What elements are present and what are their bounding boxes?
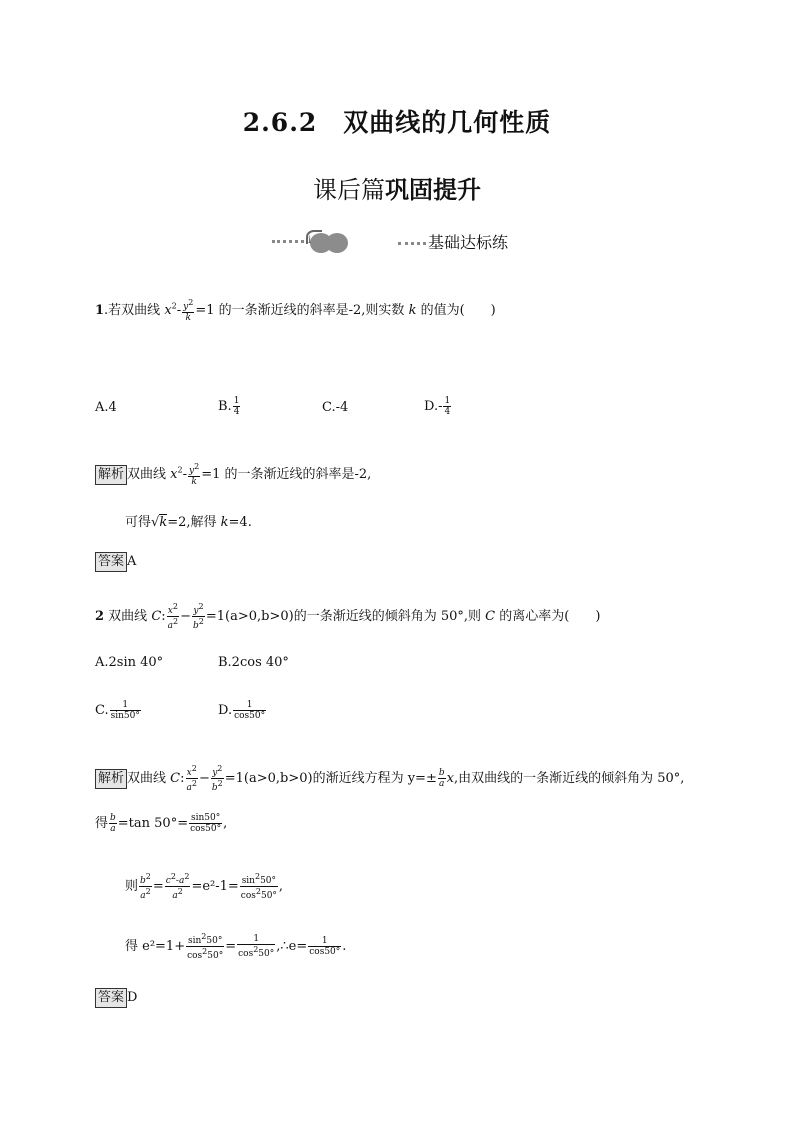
badge-letter: i (308, 235, 312, 246)
text: =1(a>0,b>0)的一条渐近线的倾斜角为 50°,则 (205, 609, 486, 624)
question-1-stem: 1.若双曲线 $x^2-$ $\frac{y^2}{k}$ =1 的一条渐近线的斜率是-2,则实数 k 的值为( ) (95, 298, 496, 323)
text: 的值为( ) (416, 303, 496, 318)
section-header (270, 230, 570, 258)
text: 得 (95, 816, 109, 831)
option-b: B. $\frac{1}{4}$ (218, 396, 240, 417)
text: 可得 (125, 515, 152, 530)
page-title: 2.6.2 双曲线的几何性质 (242, 108, 552, 137)
text: 双曲线 (104, 609, 152, 624)
answer-1 (95, 552, 136, 572)
text: =1 的一条渐近线的斜率是-2,则实数 (195, 303, 409, 318)
text: D.- (424, 399, 443, 414)
analysis-2-line-4: 得 e²=1+ $\frac{\sin^250^\circ}{\cos^250^\circ}$ = $\frac{1}{\cos^250^\circ}$ ,∴e= $\frac{1}{\cos 50^\circ}$ . (125, 932, 347, 961)
section-badge-icon (310, 233, 350, 253)
dotted-leader (272, 240, 304, 243)
analysis-1-line-1: 解析 双曲线 $x^2-$ $\frac{y^2}{k}$ =1 的一条渐近线的斜率是-2, (95, 462, 371, 487)
text: =e²-1= (191, 879, 239, 894)
page-subtitle (0, 170, 794, 205)
answer-value: D (127, 990, 138, 1005)
subtitle-bold: 巩固提升 (385, 175, 481, 204)
text: 则 (125, 879, 139, 894)
answer-tag: 答案 (95, 552, 127, 572)
option-c: C.-4 (322, 400, 349, 415)
question-number: 2 (95, 609, 105, 624)
analysis-2-line-3: 则 $\frac{b^2}{a^2}$ = $\frac{c^2-a^2}{a^2}$ =e²-1= $\frac{\sin^250^\circ}{\cos^250^\circ}$ , (125, 872, 284, 901)
text: =1(a>0,b>0)的渐近线方程为 y=± (224, 771, 437, 786)
analysis-tag: 解析 (95, 465, 127, 485)
option-b: B.2cos 40° (218, 655, 289, 670)
text: =2,解得 (167, 515, 221, 530)
text: =4. (228, 515, 252, 530)
text: 得 e²=1+ (125, 939, 186, 954)
subtitle-normal: 课后篇 (313, 176, 385, 204)
text: B. (218, 399, 232, 414)
section-label-text: 基础达标练 (428, 233, 509, 252)
text: 的离心率为( ) (495, 609, 601, 624)
dotted-leader (398, 242, 426, 245)
answer-tag: 答案 (95, 988, 127, 1008)
question-2-stem: 2 双曲线 C: $\frac{x^2}{a^2}$ − $\frac{y^2}{b^2}$ =1(a>0,b>0)的一条渐近线的倾斜角为 50°,则 C 的离心率为( ) (95, 602, 601, 631)
text: 双曲线 (127, 467, 171, 482)
text: C. (95, 703, 109, 718)
option-d: D.- $\frac{1}{4}$ (424, 396, 451, 417)
text: =tan 50°= (117, 816, 189, 831)
answer-2 (95, 988, 137, 1008)
analysis-2-line-2: 得 $\frac{b}{a}$ =tan 50°= $\frac{\sin 50^\circ}{\cos 50^\circ}$ , (95, 813, 228, 834)
text: .若双曲线 (104, 303, 165, 318)
question-number: 1 (95, 303, 105, 318)
option-a: A.2sin 40° (95, 655, 164, 670)
text: 双曲线 (127, 771, 171, 786)
analysis-1-line-2: 可得√k=2,解得 k=4. (125, 515, 252, 530)
text: D. (218, 703, 233, 718)
analysis-2-line-1: 解析 双曲线 C: $\frac{x^2}{a^2}$ − $\frac{y^2}{b^2}$ =1(a>0,b>0)的渐近线方程为 y=± $\frac{b}{a}$ x,由双曲线的一条渐近线的倾斜角为 50°, (95, 764, 684, 793)
option-a: A.4 (95, 400, 117, 415)
analysis-tag: 解析 (95, 769, 127, 789)
text: =1 的一条渐近线的斜率是-2, (201, 467, 372, 482)
section-label (398, 230, 508, 253)
text: ,∴e= (276, 939, 308, 954)
option-d: D. $\frac{1}{\cos 50^\circ}$ (218, 700, 266, 721)
answer-value: A (127, 554, 137, 569)
option-c: C. $\frac{1}{\sin 50^\circ}$ (95, 700, 140, 721)
text: ,由双曲线的一条渐近线的倾斜角为 50°, (453, 771, 685, 786)
